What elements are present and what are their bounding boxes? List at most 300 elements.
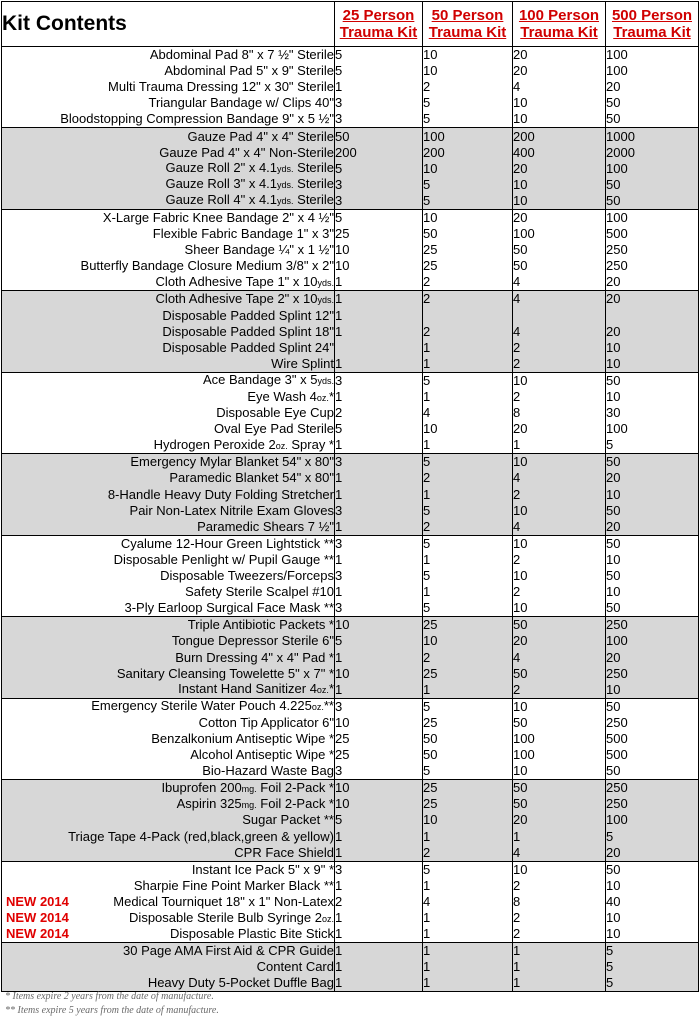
quantity-cell: 10 bbox=[335, 796, 423, 812]
quantity-cell: 25 bbox=[335, 747, 423, 763]
quantity-cell: 1 bbox=[335, 829, 423, 845]
quantity-cell: 2 bbox=[513, 356, 606, 373]
item-name: Sugar Packet ** bbox=[2, 812, 335, 828]
quantity-cell: 100 bbox=[606, 161, 699, 177]
quantity-cell: 20 bbox=[606, 291, 699, 308]
table-row bbox=[2, 780, 699, 797]
quantity-cell: 1 bbox=[423, 975, 513, 992]
item-name: Triage Tape 4-Pack (red,black,green & yellow) bbox=[2, 829, 335, 845]
quantity-cell: 10 bbox=[606, 584, 699, 600]
quantity-cell: 10 bbox=[335, 258, 423, 274]
quantity-cell: 4 bbox=[513, 324, 606, 340]
quantity-cell: 10 bbox=[606, 910, 699, 926]
quantity-cell: 3 bbox=[335, 454, 423, 471]
quantity-cell: 5 bbox=[335, 209, 423, 226]
quantity-cell: 2 bbox=[423, 649, 513, 665]
quantity-cell: 5 bbox=[423, 568, 513, 584]
table-row bbox=[2, 682, 699, 699]
quantity-cell: 1 bbox=[335, 291, 423, 308]
new-2014-badge: NEW 2014 bbox=[6, 926, 69, 942]
quantity-cell: 50 bbox=[513, 242, 606, 258]
quantity-cell: 10 bbox=[606, 487, 699, 503]
quantity-cell: 25 bbox=[423, 780, 513, 797]
quantity-cell: 20 bbox=[606, 274, 699, 291]
quantity-cell: 1 bbox=[335, 356, 423, 373]
quantity-cell: 1 bbox=[335, 878, 423, 894]
table-row bbox=[2, 600, 699, 617]
quantity-cell: 3 bbox=[335, 503, 423, 519]
table-row bbox=[2, 128, 699, 145]
quantity-cell: 8 bbox=[513, 405, 606, 421]
quantity-cell: 25 bbox=[423, 617, 513, 634]
item-name: 30 Page AMA First Aid & CPR Guide bbox=[2, 943, 335, 960]
quantity-cell: 5 bbox=[335, 63, 423, 79]
new-2014-badge: NEW 2014 bbox=[6, 909, 69, 925]
quantity-cell: 5 bbox=[335, 47, 423, 64]
quantity-cell: 10 bbox=[335, 780, 423, 797]
quantity-cell: 1 bbox=[423, 356, 513, 373]
quantity-cell: 10 bbox=[606, 878, 699, 894]
quantity-cell: 2 bbox=[513, 926, 606, 943]
table-row bbox=[2, 796, 699, 812]
quantity-cell: 2 bbox=[423, 470, 513, 486]
quantity-cell: 10 bbox=[513, 568, 606, 584]
quantity-cell: 3 bbox=[335, 177, 423, 193]
quantity-cell: 4 bbox=[513, 649, 606, 665]
quantity-cell: 20 bbox=[513, 161, 606, 177]
item-name: Gauze Pad 4" x 4" Sterile bbox=[2, 128, 335, 145]
quantity-cell: 10 bbox=[423, 812, 513, 828]
table-row bbox=[2, 274, 699, 291]
table-row bbox=[2, 454, 699, 471]
quantity-cell: 100 bbox=[606, 812, 699, 828]
item-name: NEW 2014 Disposable Sterile Bulb Syringe 2oz. bbox=[2, 910, 335, 926]
quantity-cell: 1 bbox=[335, 470, 423, 486]
quantity-cell: 100 bbox=[423, 128, 513, 145]
item-name: Content Card bbox=[2, 959, 335, 975]
quantity-cell: 2 bbox=[335, 405, 423, 421]
quantity-cell: 10 bbox=[606, 340, 699, 356]
quantity-cell: 50 bbox=[423, 226, 513, 242]
item-name: Gauze Roll 4" x 4.1yds. Sterile bbox=[2, 193, 335, 210]
item-name: Sanitary Cleansing Towelette 5" x 7" * bbox=[2, 666, 335, 682]
quantity-cell: 4 bbox=[513, 79, 606, 95]
table-row bbox=[2, 633, 699, 649]
quantity-cell: 10 bbox=[335, 617, 423, 634]
quantity-cell: 400 bbox=[513, 145, 606, 161]
quantity-cell: 4 bbox=[423, 894, 513, 910]
quantity-cell: 1 bbox=[423, 389, 513, 405]
quantity-cell: 1 bbox=[335, 959, 423, 975]
table-row bbox=[2, 79, 699, 95]
quantity-cell: 10 bbox=[513, 111, 606, 128]
quantity-cell: 5 bbox=[335, 161, 423, 177]
item-name: Paramedic Shears 7 ½" bbox=[2, 519, 335, 536]
item-name: Burn Dressing 4" x 4" Pad * bbox=[2, 649, 335, 665]
quantity-cell: 1 bbox=[423, 552, 513, 568]
quantity-cell: 5 bbox=[423, 95, 513, 111]
quantity-cell: 10 bbox=[513, 454, 606, 471]
table-row bbox=[2, 389, 699, 405]
table-row bbox=[2, 405, 699, 421]
quantity-cell: 100 bbox=[513, 747, 606, 763]
quantity-cell: 1 bbox=[335, 519, 423, 536]
quantity-cell: 1 bbox=[335, 845, 423, 862]
table-row bbox=[2, 910, 699, 926]
table-row bbox=[2, 943, 699, 960]
table-row bbox=[2, 226, 699, 242]
quantity-cell: 10 bbox=[513, 600, 606, 617]
table-row bbox=[2, 111, 699, 128]
item-name: Flexible Fabric Bandage 1" x 3" bbox=[2, 226, 335, 242]
quantity-cell: 1 bbox=[335, 487, 423, 503]
quantity-cell: 1 bbox=[423, 959, 513, 975]
quantity-cell: 10 bbox=[335, 666, 423, 682]
quantity-cell: 200 bbox=[335, 145, 423, 161]
quantity-cell: 5 bbox=[335, 421, 423, 437]
quantity-cell: 1 bbox=[513, 959, 606, 975]
quantity-cell: 20 bbox=[606, 519, 699, 536]
item-name: CPR Face Shield bbox=[2, 845, 335, 862]
quantity-cell bbox=[335, 340, 423, 356]
quantity-cell: 250 bbox=[606, 780, 699, 797]
table-row bbox=[2, 878, 699, 894]
quantity-cell: 3 bbox=[335, 193, 423, 210]
item-name: Paramedic Blanket 54" x 80" bbox=[2, 470, 335, 486]
item-name: Tongue Depressor Sterile 6" bbox=[2, 633, 335, 649]
table-row bbox=[2, 649, 699, 665]
quantity-cell: 4 bbox=[513, 845, 606, 862]
table-row bbox=[2, 324, 699, 340]
table-row bbox=[2, 356, 699, 373]
quantity-cell: 3 bbox=[335, 763, 423, 780]
table-row bbox=[2, 487, 699, 503]
quantity-cell: 1 bbox=[423, 437, 513, 454]
item-name: Disposable Padded Splint 24" bbox=[2, 340, 335, 356]
quantity-cell: 25 bbox=[423, 666, 513, 682]
quantity-cell: 4 bbox=[423, 405, 513, 421]
quantity-cell: 1 bbox=[335, 910, 423, 926]
item-name: Gauze Pad 4" x 4" Non-Sterile bbox=[2, 145, 335, 161]
quantity-cell: 20 bbox=[513, 633, 606, 649]
quantity-cell: 1 bbox=[423, 487, 513, 503]
quantity-cell: 20 bbox=[513, 63, 606, 79]
table-row bbox=[2, 731, 699, 747]
item-name: Multi Trauma Dressing 12" x 30" Sterile bbox=[2, 79, 335, 95]
quantity-cell: 50 bbox=[606, 861, 699, 878]
table-row bbox=[2, 258, 699, 274]
table-row bbox=[2, 617, 699, 634]
quantity-cell: 2 bbox=[513, 682, 606, 699]
quantity-cell: 50 bbox=[513, 258, 606, 274]
quantity-cell: 1 bbox=[513, 975, 606, 992]
quantity-cell: 1 bbox=[423, 910, 513, 926]
quantity-cell: 250 bbox=[606, 258, 699, 274]
quantity-cell: 10 bbox=[423, 63, 513, 79]
quantity-cell: 500 bbox=[606, 731, 699, 747]
item-name: Safety Sterile Scalpel #10 bbox=[2, 584, 335, 600]
quantity-cell: 2 bbox=[423, 291, 513, 308]
quantity-cell: 25 bbox=[423, 715, 513, 731]
quantity-cell: 10 bbox=[423, 421, 513, 437]
item-name: Sheer Bandage ¼" x 1 ½" bbox=[2, 242, 335, 258]
quantity-cell: 10 bbox=[335, 242, 423, 258]
table-row bbox=[2, 421, 699, 437]
table-row bbox=[2, 193, 699, 210]
quantity-cell: 2 bbox=[513, 552, 606, 568]
quantity-cell: 1 bbox=[423, 878, 513, 894]
quantity-cell: 50 bbox=[513, 715, 606, 731]
quantity-cell: 50 bbox=[423, 731, 513, 747]
quantity-cell: 2000 bbox=[606, 145, 699, 161]
quantity-cell: 2 bbox=[513, 910, 606, 926]
quantity-cell: 100 bbox=[513, 226, 606, 242]
quantity-cell bbox=[423, 308, 513, 324]
quantity-cell: 5 bbox=[423, 111, 513, 128]
footnote-2-years: * Items expire 2 years from the date of manufacture. bbox=[5, 991, 214, 1002]
quantity-cell: 50 bbox=[513, 796, 606, 812]
quantity-cell: 500 bbox=[606, 747, 699, 763]
quantity-cell: 1 bbox=[335, 79, 423, 95]
table-row bbox=[2, 161, 699, 177]
quantity-cell: 5 bbox=[606, 829, 699, 845]
quantity-cell: 100 bbox=[513, 731, 606, 747]
quantity-cell: 4 bbox=[513, 519, 606, 536]
quantity-cell: 10 bbox=[513, 372, 606, 389]
quantity-cell: 10 bbox=[513, 535, 606, 552]
quantity-cell: 10 bbox=[423, 209, 513, 226]
item-name: Disposable Tweezers/Forceps bbox=[2, 568, 335, 584]
item-name: Triangular Bandage w/ Clips 40" bbox=[2, 95, 335, 111]
quantity-cell: 5 bbox=[423, 193, 513, 210]
item-name: Pair Non-Latex Nitrile Exam Gloves bbox=[2, 503, 335, 519]
item-name: Cloth Adhesive Tape 2" x 10yds. bbox=[2, 291, 335, 308]
table-row bbox=[2, 470, 699, 486]
quantity-cell bbox=[606, 308, 699, 324]
quantity-cell: 50 bbox=[606, 193, 699, 210]
item-name: Hydrogen Peroxide 2oz. Spray * bbox=[2, 437, 335, 454]
new-2014-badge: NEW 2014 bbox=[6, 893, 69, 909]
item-name: Cyalume 12-Hour Green Lightstick ** bbox=[2, 535, 335, 552]
table-row bbox=[2, 177, 699, 193]
quantity-cell: 250 bbox=[606, 715, 699, 731]
table-row bbox=[2, 584, 699, 600]
quantity-cell: 1 bbox=[423, 943, 513, 960]
item-name: NEW 2014 Disposable Plastic Bite Stick bbox=[2, 926, 335, 943]
quantity-cell: 1 bbox=[513, 437, 606, 454]
quantity-cell: 2 bbox=[513, 584, 606, 600]
table-row bbox=[2, 535, 699, 552]
quantity-cell: 3 bbox=[335, 698, 423, 715]
table-row bbox=[2, 829, 699, 845]
table-title: Kit Contents bbox=[2, 2, 335, 47]
table-row bbox=[2, 894, 699, 910]
quantity-cell: 50 bbox=[606, 111, 699, 128]
table-row bbox=[2, 519, 699, 536]
item-name: Ibuprofen 200mg. Foil 2-Pack * bbox=[2, 780, 335, 797]
quantity-cell: 5 bbox=[423, 503, 513, 519]
quantity-cell: 1000 bbox=[606, 128, 699, 145]
quantity-cell: 10 bbox=[606, 926, 699, 943]
table-row bbox=[2, 763, 699, 780]
quantity-cell: 10 bbox=[513, 95, 606, 111]
quantity-cell: 1 bbox=[335, 682, 423, 699]
item-name: Eye Wash 4oz.* bbox=[2, 389, 335, 405]
quantity-cell: 3 bbox=[335, 600, 423, 617]
quantity-cell: 5 bbox=[423, 177, 513, 193]
table-row bbox=[2, 698, 699, 715]
quantity-cell: 1 bbox=[335, 437, 423, 454]
item-name: X-Large Fabric Knee Bandage 2" x 4 ½" bbox=[2, 209, 335, 226]
quantity-cell: 20 bbox=[606, 470, 699, 486]
table-row bbox=[2, 959, 699, 975]
quantity-cell: 2 bbox=[513, 340, 606, 356]
item-name: Instant Hand Sanitizer 4oz.* bbox=[2, 682, 335, 699]
quantity-cell: 1 bbox=[335, 552, 423, 568]
quantity-cell: 10 bbox=[606, 389, 699, 405]
quantity-cell: 1 bbox=[335, 584, 423, 600]
table-row bbox=[2, 47, 699, 64]
quantity-cell: 4 bbox=[513, 470, 606, 486]
table-row bbox=[2, 291, 699, 308]
quantity-cell: 1 bbox=[335, 274, 423, 291]
quantity-cell: 10 bbox=[606, 356, 699, 373]
column-25-person: 25 Person Trauma Kit bbox=[335, 2, 423, 47]
table-row bbox=[2, 715, 699, 731]
quantity-cell: 10 bbox=[513, 698, 606, 715]
quantity-cell: 50 bbox=[513, 666, 606, 682]
quantity-cell: 5 bbox=[423, 600, 513, 617]
table-row bbox=[2, 145, 699, 161]
table-row bbox=[2, 437, 699, 454]
quantity-cell: 25 bbox=[335, 226, 423, 242]
table-row bbox=[2, 308, 699, 324]
quantity-cell: 2 bbox=[513, 487, 606, 503]
quantity-cell: 1 bbox=[513, 943, 606, 960]
quantity-cell: 2 bbox=[423, 324, 513, 340]
item-name: Disposable Eye Cup bbox=[2, 405, 335, 421]
quantity-cell: 10 bbox=[606, 682, 699, 699]
quantity-cell: 3 bbox=[335, 95, 423, 111]
quantity-cell: 20 bbox=[513, 421, 606, 437]
quantity-cell: 5 bbox=[335, 812, 423, 828]
quantity-cell: 10 bbox=[423, 161, 513, 177]
quantity-cell: 50 bbox=[606, 177, 699, 193]
item-name: Emergency Sterile Water Pouch 4.225oz.** bbox=[2, 698, 335, 715]
table-row bbox=[2, 242, 699, 258]
quantity-cell: 10 bbox=[335, 715, 423, 731]
table-row bbox=[2, 95, 699, 111]
quantity-cell: 30 bbox=[606, 405, 699, 421]
quantity-cell: 3 bbox=[335, 372, 423, 389]
quantity-cell: 10 bbox=[606, 552, 699, 568]
quantity-cell: 20 bbox=[606, 79, 699, 95]
item-name: Sharpie Fine Point Marker Black ** bbox=[2, 878, 335, 894]
quantity-cell: 5 bbox=[423, 454, 513, 471]
quantity-cell: 25 bbox=[335, 731, 423, 747]
quantity-cell: 3 bbox=[335, 861, 423, 878]
quantity-cell bbox=[513, 308, 606, 324]
item-name: Emergency Mylar Blanket 54" x 80" bbox=[2, 454, 335, 471]
footnotes bbox=[5, 990, 219, 1018]
quantity-cell: 3 bbox=[335, 535, 423, 552]
quantity-cell: 50 bbox=[335, 128, 423, 145]
quantity-cell: 2 bbox=[335, 894, 423, 910]
table-row bbox=[2, 747, 699, 763]
table-row bbox=[2, 845, 699, 862]
item-name: Bio-Hazard Waste Bag bbox=[2, 763, 335, 780]
item-name: Bloodstopping Compression Bandage 9" x 5 ½" bbox=[2, 111, 335, 128]
quantity-cell: 4 bbox=[513, 291, 606, 308]
quantity-cell: 250 bbox=[606, 666, 699, 682]
quantity-cell: 50 bbox=[606, 95, 699, 111]
quantity-cell: 1 bbox=[335, 943, 423, 960]
quantity-cell: 5 bbox=[423, 535, 513, 552]
quantity-cell: 2 bbox=[423, 79, 513, 95]
quantity-cell: 10 bbox=[513, 763, 606, 780]
quantity-cell: 10 bbox=[423, 633, 513, 649]
quantity-cell: 50 bbox=[606, 568, 699, 584]
quantity-cell: 20 bbox=[513, 209, 606, 226]
quantity-cell: 50 bbox=[423, 747, 513, 763]
quantity-cell: 1 bbox=[335, 926, 423, 943]
item-name: Cotton Tip Applicator 6" bbox=[2, 715, 335, 731]
quantity-cell: 20 bbox=[606, 845, 699, 862]
quantity-cell: 1 bbox=[335, 649, 423, 665]
quantity-cell: 20 bbox=[606, 649, 699, 665]
quantity-cell: 25 bbox=[423, 796, 513, 812]
table-row bbox=[2, 340, 699, 356]
quantity-cell: 2 bbox=[423, 519, 513, 536]
table-row bbox=[2, 666, 699, 682]
quantity-cell: 100 bbox=[606, 63, 699, 79]
quantity-cell: 50 bbox=[513, 617, 606, 634]
table-row bbox=[2, 568, 699, 584]
quantity-cell: 1 bbox=[335, 324, 423, 340]
item-name: Gauze Roll 2" x 4.1yds. Sterile bbox=[2, 161, 335, 177]
quantity-cell: 500 bbox=[606, 226, 699, 242]
kit-body bbox=[2, 47, 699, 992]
item-name: Abdominal Pad 8" x 7 ½" Sterile bbox=[2, 47, 335, 64]
item-name: Benzalkonium Antiseptic Wipe * bbox=[2, 731, 335, 747]
item-name: 3-Ply Earloop Surgical Face Mask ** bbox=[2, 600, 335, 617]
item-name: Triple Antibiotic Packets * bbox=[2, 617, 335, 634]
footnote-5-years: ** Items expire 5 years from the date of manufacture. bbox=[5, 1005, 219, 1016]
quantity-cell: 1 bbox=[335, 389, 423, 405]
column-500-person: 500 Person Trauma Kit bbox=[606, 2, 699, 47]
quantity-cell: 25 bbox=[423, 258, 513, 274]
quantity-cell: 50 bbox=[606, 372, 699, 389]
table-row bbox=[2, 503, 699, 519]
quantity-cell: 10 bbox=[513, 503, 606, 519]
quantity-cell: 5 bbox=[423, 763, 513, 780]
table-row bbox=[2, 861, 699, 878]
quantity-cell: 1 bbox=[423, 682, 513, 699]
item-name: Aspirin 325mg. Foil 2-Pack * bbox=[2, 796, 335, 812]
item-name: Alcohol Antiseptic Wipe * bbox=[2, 747, 335, 763]
item-name: Ace Bandage 3" x 5yds. bbox=[2, 372, 335, 389]
quantity-cell: 50 bbox=[606, 503, 699, 519]
quantity-cell: 2 bbox=[423, 274, 513, 291]
item-name: Oval Eye Pad Sterile bbox=[2, 421, 335, 437]
quantity-cell: 2 bbox=[513, 878, 606, 894]
quantity-cell: 1 bbox=[423, 829, 513, 845]
table-row bbox=[2, 209, 699, 226]
table-row bbox=[2, 552, 699, 568]
quantity-cell: 10 bbox=[423, 47, 513, 64]
table-row bbox=[2, 926, 699, 943]
quantity-cell: 20 bbox=[513, 812, 606, 828]
